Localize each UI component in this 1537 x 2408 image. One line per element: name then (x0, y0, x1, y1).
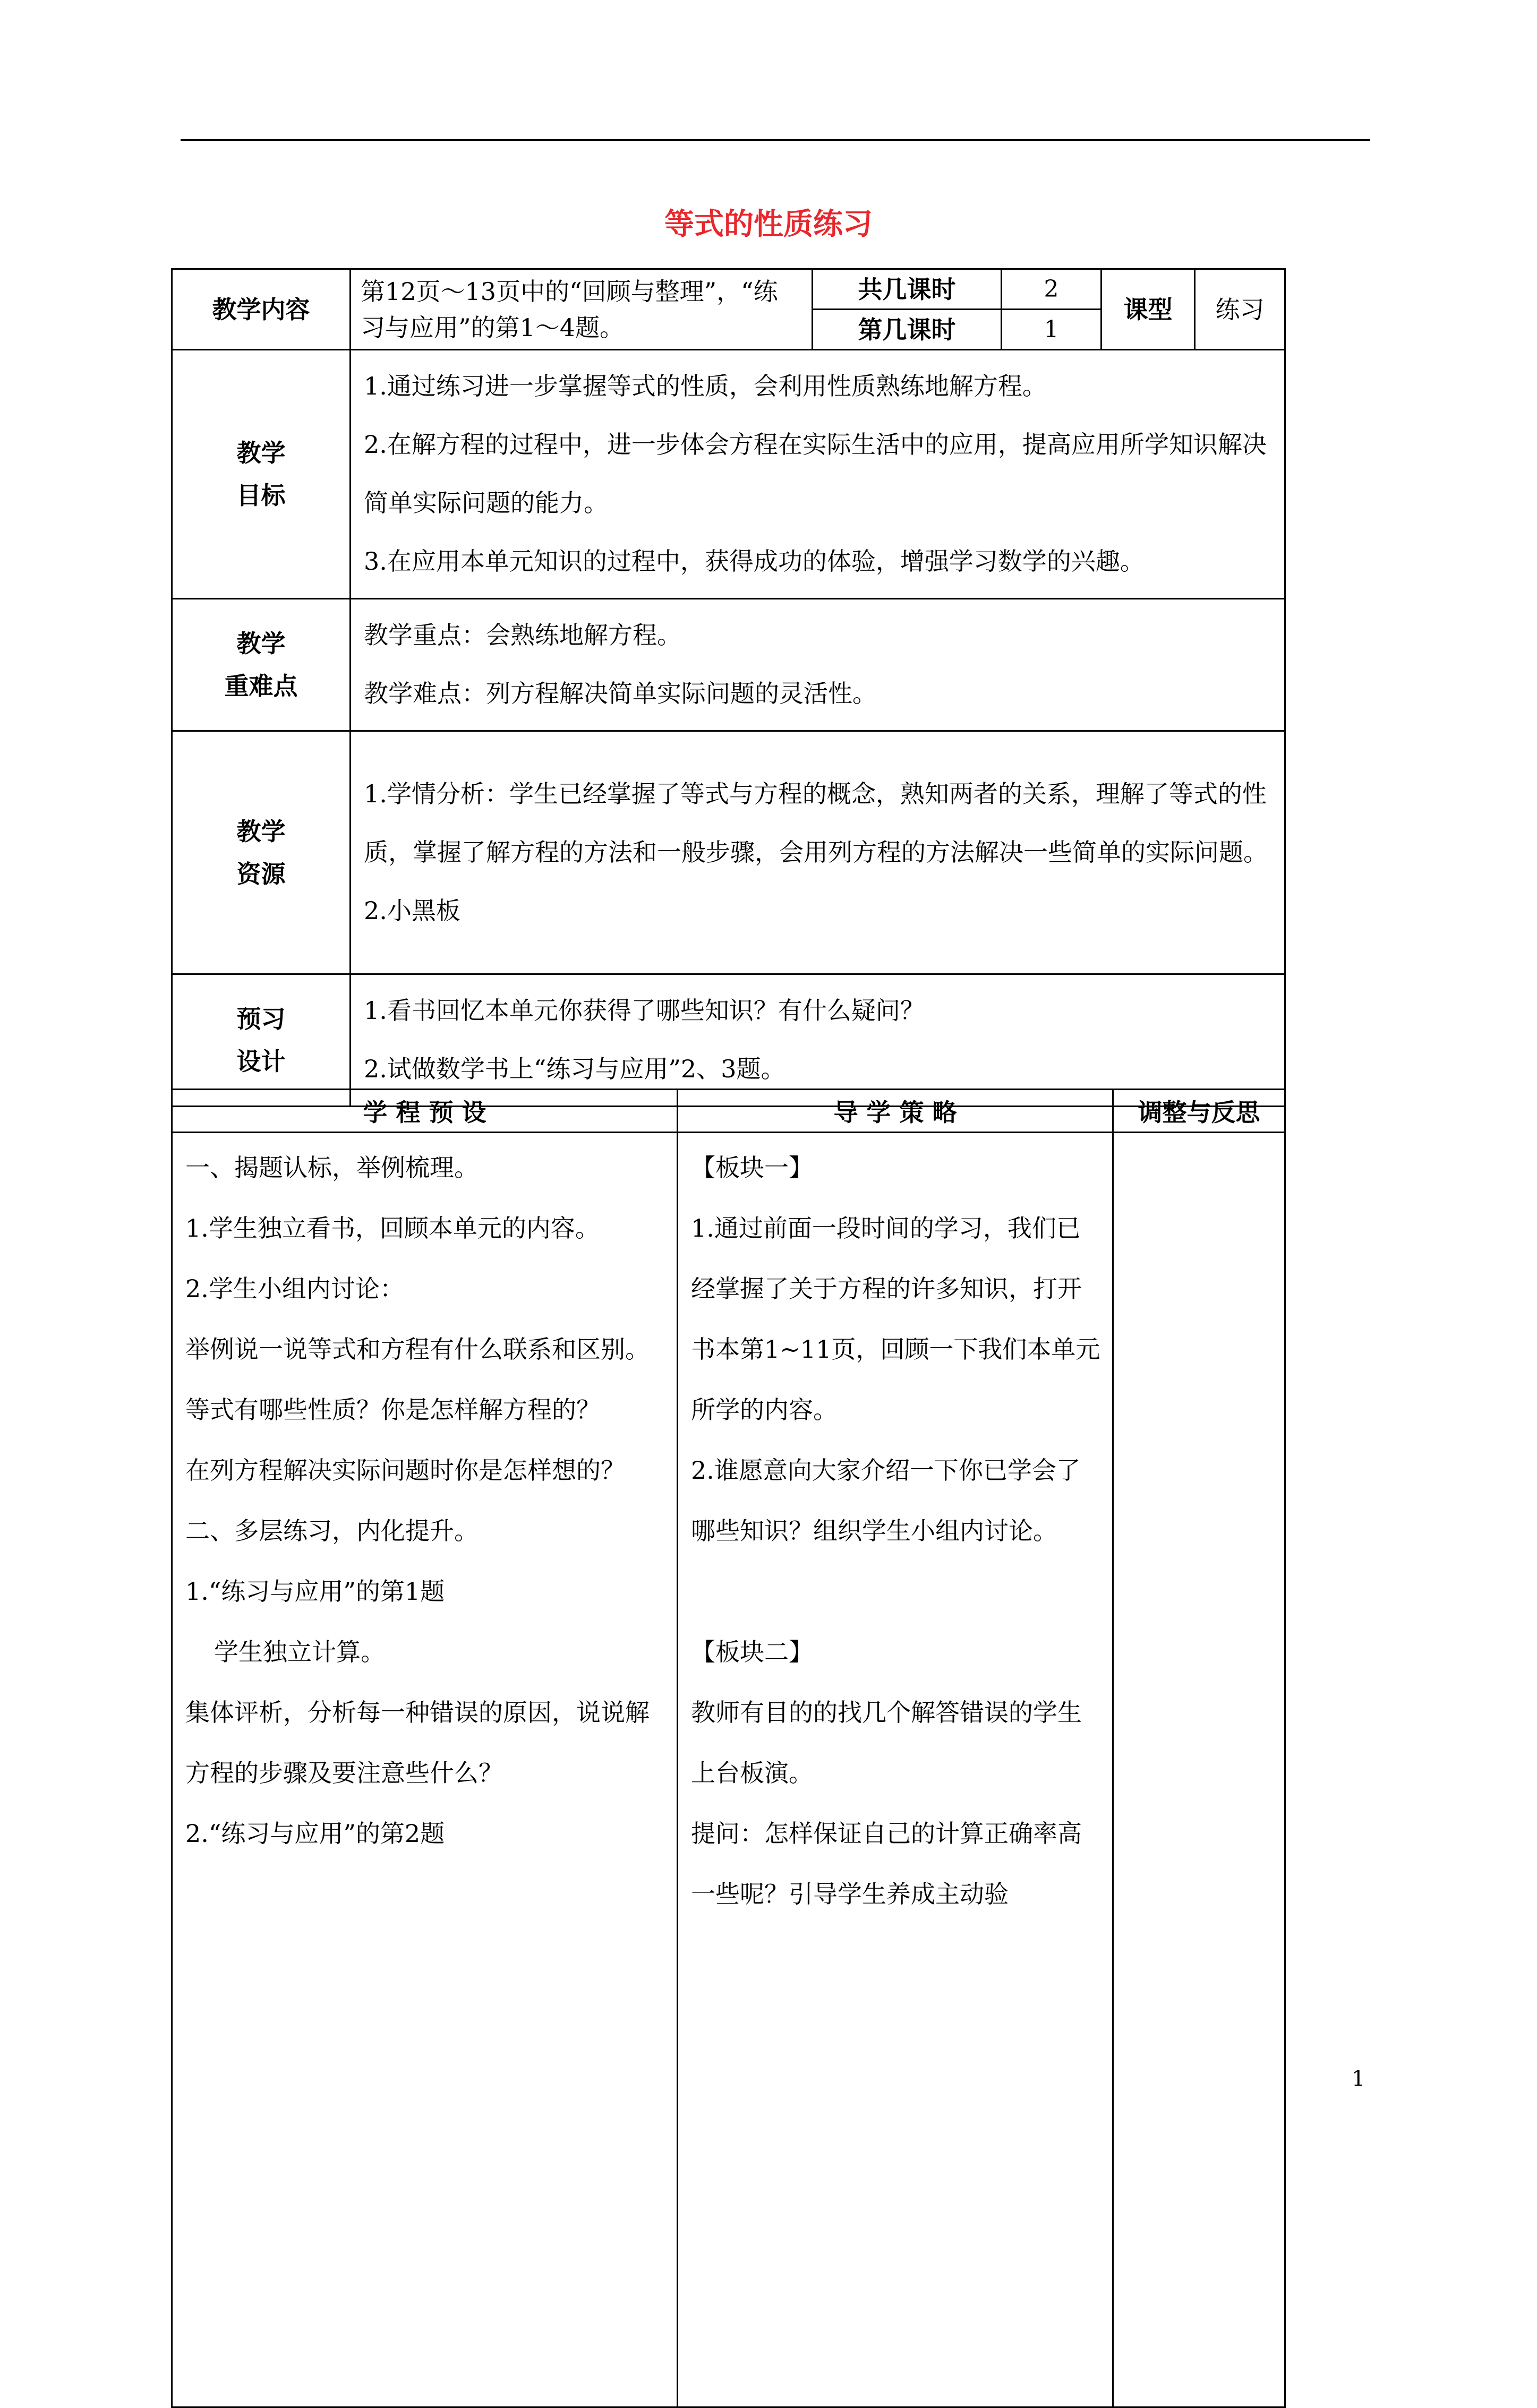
list-item: 举例说一说等式和方程有什么联系和区别。 (185, 1335, 650, 1364)
resources-content (351, 731, 1285, 974)
resources-label: 教学 资源 (172, 731, 351, 974)
nth-lesson-label: 第几课时 (813, 310, 1002, 350)
key-point-item: 教学重点：会熟练地解方程。 (364, 621, 681, 649)
resource-item: 1.学情分析：学生已经掌握了等式与方程的概念，熟知两者的关系，理解了等式的性质，掌握了解方程的方法和一般步骤，会用列方程的方法解决一些简单的实际问题。 (364, 779, 1268, 867)
content-label: 教学内容 (172, 269, 351, 350)
list-item: 1.“练习与应用”的第1题 (185, 1577, 445, 1606)
list-item: 集体评析，分析每一种错误的原因，说说解方程的步骤及要注意些什么？ (185, 1698, 650, 1787)
page-title: 等式的性质练习 (664, 207, 873, 242)
list-item: 在列方程解决实际问题时你是怎样想的？ (185, 1456, 625, 1485)
objective-item: 1.通过练习进一步掌握等式的性质，会利用性质熟练地解方程。 (364, 372, 1047, 400)
section-heading: 【板块二】 (691, 1638, 813, 1666)
objectives-label: 教学 目标 (172, 350, 351, 599)
list-item: 1.学生独立看书，回顾本单元的内容。 (185, 1214, 600, 1242)
page-number: 1 (1352, 2067, 1365, 2091)
preview-label: 预习 设计 (172, 974, 351, 1107)
list-item: 学生独立计算。 (214, 1638, 385, 1666)
header-adjust-reflect: 调整与反思 (1113, 1090, 1285, 1133)
header-rule (181, 139, 1370, 141)
lesson-type-value: 练习 (1195, 269, 1285, 350)
spacer (691, 1561, 1101, 1622)
preview-content (351, 974, 1285, 1107)
preview-item: 2.试做数学书上“练习与应用”2、3题。 (364, 1055, 785, 1083)
adjust-reflect-column (1113, 1133, 1285, 2407)
key-point-item: 教学难点：列方程解决简单实际问题的灵活性。 (364, 679, 877, 708)
total-lessons-value: 2 (1002, 269, 1101, 310)
list-item: 1.通过前面一段时间的学习，我们已经掌握了关于方程的许多知识，打开书本第1~11页，回顾一下我们本单元所学的内容。 (691, 1214, 1100, 1424)
list-item: 2.“练习与应用”的第2题 (185, 1819, 445, 1848)
key-points-content (351, 599, 1285, 731)
list-item: 提问：怎样保证自己的计算正确率高一些呢？引导学生养成主动验 (691, 1819, 1082, 1908)
key-points-label: 教学 重难点 (172, 599, 351, 731)
list-item: 教师有目的的找几个解答错误的学生上台板演。 (691, 1698, 1082, 1787)
header-student-process: 学 程 预 设 (172, 1090, 678, 1133)
objective-item: 2.在解方程的过程中，进一步体会方程在实际生活中的应用，提高应用所学知识解决简单实际问题的能力。 (364, 430, 1267, 517)
process-table (171, 1089, 1286, 2408)
lesson-info-table (171, 268, 1286, 1107)
objectives-content (351, 350, 1285, 599)
section-heading: 【板块一】 (691, 1153, 813, 1182)
list-item: 2.学生小组内讨论： (185, 1274, 404, 1303)
list-item: 一、揭题认标，举例梳理。 (185, 1153, 479, 1182)
total-lessons-label: 共几课时 (813, 269, 1002, 310)
lesson-type-label: 课型 (1101, 269, 1195, 350)
nth-lesson-value: 1 (1002, 310, 1101, 350)
guide-strategy-column (678, 1133, 1113, 2407)
student-process-column (172, 1133, 678, 2407)
list-item: 等式有哪些性质？你是怎样解方程的？ (185, 1395, 601, 1424)
objective-item: 3.在应用本单元知识的过程中，获得成功的体验，增强学习数学的兴趣。 (364, 547, 1145, 576)
resource-item: 2.小黑板 (364, 896, 460, 925)
list-item: 2.谁愿意向大家介绍一下你已学会了哪些知识？组织学生小组内讨论。 (691, 1456, 1081, 1545)
content-text: 第12页～13页中的“回顾与整理”，“练习与应用”的第1～4题。 (351, 269, 813, 350)
preview-item: 1.看书回忆本单元你获得了哪些知识？有什么疑问？ (364, 996, 925, 1025)
list-item: 二、多层练习，内化提升。 (185, 1516, 479, 1545)
header-guide-strategy: 导 学 策 略 (678, 1090, 1113, 1133)
